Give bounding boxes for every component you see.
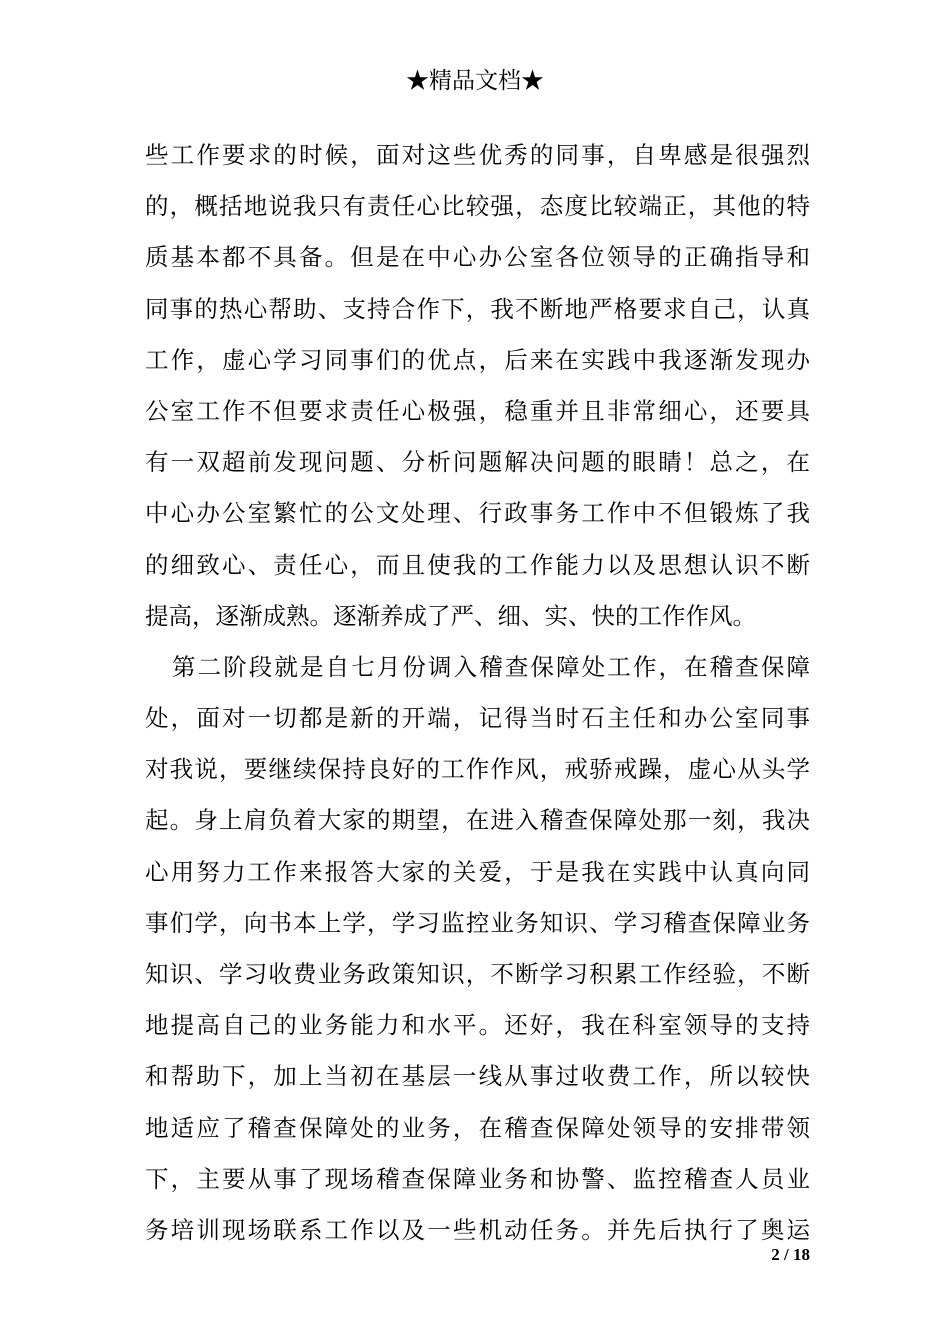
body-line: 公室工作不但要求责任心极强，稳重并且非常细心，还要具 xyxy=(145,396,810,425)
body-line: 心用努力工作来报答大家的关爱，于是我在实践中认真向同 xyxy=(145,857,810,886)
body-line: 地提高自己的业务能力和水平。还好，我在科室领导的支持 xyxy=(145,1011,810,1040)
document-body xyxy=(145,130,810,1256)
page-number: 2 / 18 xyxy=(771,1245,810,1264)
body-line: 对我说，要继续保持良好的工作作风，戒骄戒躁，虚心从头学 xyxy=(145,755,810,784)
body-line: 的细致心、责任心，而且使我的工作能力以及思想认识不断 xyxy=(145,550,810,579)
body-line: 工作，虚心学习同事们的优点，后来在实践中我逐渐发现办 xyxy=(145,345,810,374)
body-line: 知识、学习收费业务政策知识，不断学习积累工作经验，不断 xyxy=(145,960,810,988)
body-line: 中心办公室繁忙的公文处理、行政事务工作中不但锻炼了我 xyxy=(145,499,810,528)
body-line: 和帮助下，加上当初在基层一线从事过收费工作，所以较快 xyxy=(145,1062,810,1091)
body-line: 起。身上肩负着大家的期望，在进入稽查保障处那一刻，我决 xyxy=(145,806,810,835)
body-line: 有一双超前发现问题、分析问题解决问题的眼睛！总之，在 xyxy=(145,448,810,477)
body-line: 质基本都不具备。但是在中心办公室各位领导的正确指导和 xyxy=(145,243,810,272)
body-line: 地适应了稽查保障处的业务，在稽查保障处领导的安排带领 xyxy=(145,1113,810,1142)
body-line: 些工作要求的时候，面对这些优秀的同事，自卑感是很强烈 xyxy=(145,141,810,169)
body-line: 同事的热心帮助、支持合作下，我不断地严格要求自己，认真 xyxy=(145,294,810,323)
body-line: 下，主要从事了现场稽查保障业务和协警、监控稽查人员业 xyxy=(145,1164,810,1193)
body-line: 的，概括地说我只有责任心比较强，态度比较端正，其他的特 xyxy=(145,192,810,221)
body-line: 提高，逐渐成熟。逐渐养成了严、细、实、快的工作作风。 xyxy=(145,601,756,630)
body-line: 第二阶段就是自七月份调入稽查保障处工作，在稽查保障 xyxy=(172,652,810,681)
page-header-title: ★精品文档★ xyxy=(406,68,544,94)
body-line: 务培训现场联系工作以及一些机动任务。并先后执行了奥运 xyxy=(145,1215,810,1244)
body-line: 处，面对一切都是新的开端，记得当时石主任和办公室同事 xyxy=(145,704,810,733)
body-line: 事们学，向书本上学，学习监控业务知识、学习稽查保障业务 xyxy=(145,908,810,937)
